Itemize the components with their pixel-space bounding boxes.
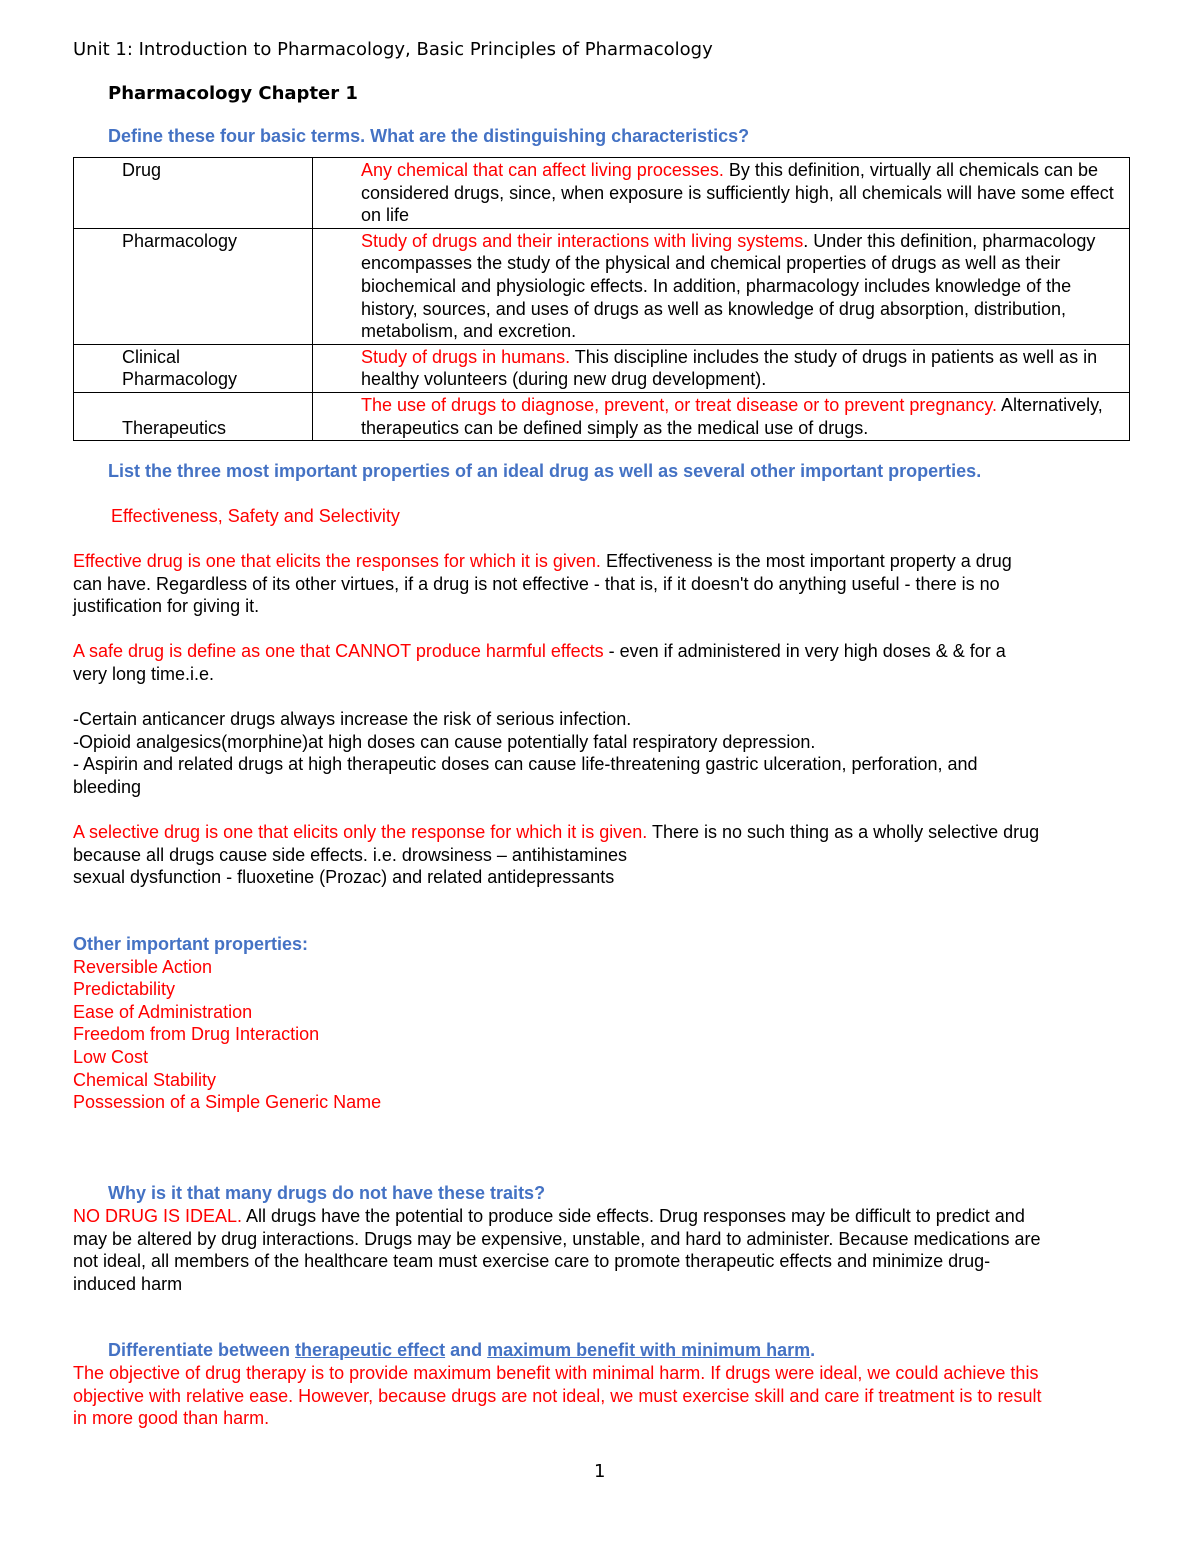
effectiveness-paragraph (73, 550, 1012, 618)
term-cell (74, 392, 313, 440)
question-underlined: therapeutic effect (295, 1340, 446, 1360)
section2-question: List the three most important properties of an ideal drug as well as several other important properties. (108, 461, 982, 481)
answer-line: in more good than harm. (73, 1408, 270, 1429)
list-item: -Certain anticancer drugs always increase the risk of serious infection. (73, 709, 632, 729)
definition-cell (313, 344, 1130, 392)
table-row (74, 392, 1130, 440)
term-line (122, 394, 306, 417)
section4-answer (73, 1362, 1041, 1430)
answer-line: The objective of drug therapy is to provide maximum benefit with minimal harm. If drugs were ideal, we could achieve this (73, 1363, 1039, 1383)
question-text: Differentiate between (108, 1340, 296, 1360)
list-item: Predictability (73, 979, 176, 1000)
term-line: Therapeutics (122, 417, 227, 438)
answer-text: All drugs have the potential to produce side effects. Drug responses may be difficult to predict and (242, 1206, 1025, 1226)
section3-answer (73, 1205, 1041, 1295)
safety-text: - even if administered in very high doses & & for a (603, 641, 1006, 661)
list-item: Possession of a Simple Generic Name (73, 1092, 382, 1113)
definition-red: Any chemical that can affect living processes. (361, 160, 724, 180)
other-properties (73, 933, 381, 1114)
definition-text: By this definition, virtually all chemicals can be considered drugs, since, when exposure is sufficiently high, all chemicals will have some effect on life (361, 160, 1114, 226)
selectivity-red: A selective drug is one that elicits only the response for which it is given. (73, 822, 648, 842)
definition-cell (313, 228, 1130, 344)
answer-line: objective with relative ease. However, because drugs are not ideal, we must exercise skill and care if treatment is to result (73, 1385, 1042, 1406)
effectiveness-red: Effective drug is one that elicits the responses for which it is given. (73, 551, 601, 571)
definition-text: . Under this definition, pharmacology encompasses the study of the physical and chemical properties of drugs as well as their biochemical and physiologic effects. In addition, pharmacology includes knowledge of the history, sources, and uses of drugs as well as knowledge of drug absorption, distribution, metabolism, and excretion. (361, 230, 1096, 342)
selectivity-paragraph (73, 821, 1039, 889)
definition-red: Study of drugs and their interactions with living systems (361, 230, 804, 251)
effectiveness-text: can have. Regardless of its other virtues, if a drug is not effective - that is, if it doesn't do anything useful - there is no (73, 573, 1000, 594)
selectivity-text: because all drugs cause side effects. i.e. drowsiness – antihistamines (73, 844, 627, 865)
table-row (74, 344, 1130, 392)
section3-question: Why is it that many drugs do not have these traits? (108, 1183, 546, 1203)
answer-text: not ideal, all members of the healthcare team must exercise care to promote therapeutic effects and minimize drug- (73, 1251, 991, 1272)
effectiveness-text: Effectiveness is the most important property a drug (600, 551, 1012, 571)
list-item: bleeding (73, 776, 142, 797)
selectivity-text: sexual dysfunction - fluoxetine (Prozac) and related antidepressants (73, 867, 615, 888)
other-properties-heading: Other important properties: (73, 934, 309, 954)
list-item: Chemical Stability (73, 1069, 217, 1090)
selectivity-text: There is no such thing as a wholly selective drug (647, 822, 1040, 842)
safety-text: very long time.i.e. (73, 663, 215, 684)
definition-text: Alternatively, therapeutics can be defined simply as the medical use of drugs. (361, 394, 1103, 438)
term-cell (74, 228, 313, 344)
term-line: Pharmacology (122, 230, 238, 251)
table-row (74, 228, 1130, 344)
answer-text: induced harm (73, 1273, 183, 1294)
term-cell (74, 158, 313, 229)
term-cell (74, 344, 313, 392)
terms-table (73, 157, 1130, 441)
definition-cell (313, 392, 1130, 440)
definition-red: The use of drugs to diagnose, prevent, or treat disease or to prevent pregnancy. (361, 394, 998, 415)
chapter-title: Pharmacology Chapter 1 (108, 83, 358, 104)
section1-question: Define these four basic terms. What are the distinguishing characteristics? (108, 126, 750, 146)
page-number: 1 (594, 1461, 606, 1482)
list-item: Ease of Administration (73, 1001, 253, 1022)
list-item: Low Cost (73, 1046, 149, 1067)
table-row (74, 158, 1130, 229)
question-text: . (810, 1340, 816, 1360)
section4-question (108, 1339, 815, 1362)
term-line: Pharmacology (122, 369, 238, 390)
question-underlined: maximum benefit with minimum harm (487, 1340, 811, 1360)
question-text: and (445, 1340, 488, 1360)
definition-red: Study of drugs in humans. (361, 346, 571, 367)
definition-text: This discipline includes the study of drugs in patients as well as in healthy volunteers (during new drug development). (361, 346, 1098, 390)
term-line: Drug (122, 160, 162, 180)
term-line: Clinical (122, 346, 181, 367)
key-properties: Effectiveness, Safety and Selectivity (111, 506, 400, 526)
list-item: Freedom from Drug Interaction (73, 1024, 320, 1045)
safety-examples (73, 708, 978, 798)
answer-text: may be altered by drug interactions. Drugs may be expensive, unstable, and hard to administer. Because medications are (73, 1228, 1041, 1249)
safety-red: A safe drug is define as one that CANNOT produce harmful effects (73, 641, 604, 661)
list-item: - Aspirin and related drugs at high therapeutic doses can cause life-threatening gastric ulceration, perforation, and (73, 754, 978, 775)
effectiveness-text: justification for giving it. (73, 596, 260, 617)
definition-cell (313, 158, 1130, 229)
list-item: -Opioid analgesics(morphine)at high doses can cause potentially fatal respiratory depression. (73, 731, 816, 752)
list-item: Reversible Action (73, 956, 213, 977)
unit-title: Unit 1: Introduction to Pharmacology, Basic Principles of Pharmacology (73, 39, 713, 60)
safety-paragraph (73, 640, 1006, 685)
answer-red: NO DRUG IS IDEAL. (73, 1206, 243, 1226)
document-header (73, 39, 713, 62)
